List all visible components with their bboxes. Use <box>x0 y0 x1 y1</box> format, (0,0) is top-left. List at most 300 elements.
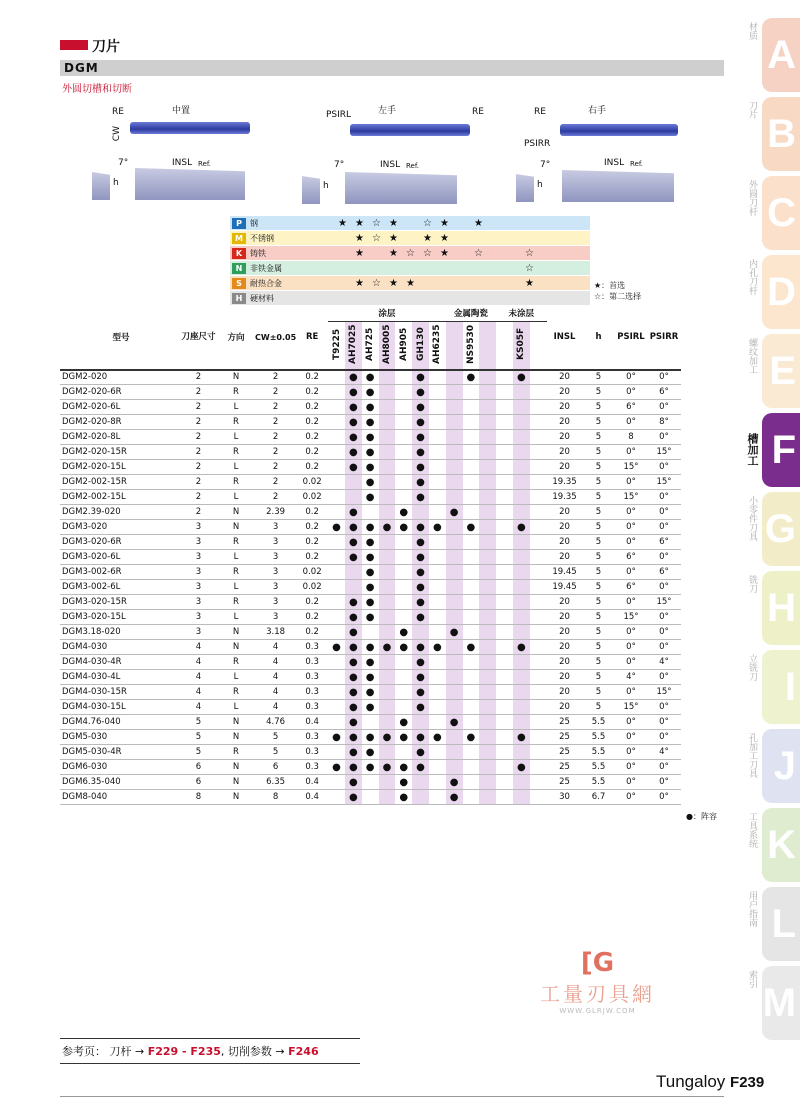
rating-star <box>385 263 402 274</box>
grade-availability <box>395 400 412 415</box>
cell-re: 0.2 <box>296 625 328 640</box>
grade-availability: ● <box>412 400 429 415</box>
cell-direction: R <box>217 685 255 700</box>
grade-availability <box>395 475 412 490</box>
grade-availability: ● <box>345 700 362 715</box>
tab-m[interactable] <box>747 966 800 1040</box>
tab-k[interactable] <box>747 808 800 882</box>
tab-c[interactable] <box>747 176 800 250</box>
cell-size: 4 <box>180 655 217 670</box>
grade-availability <box>429 715 446 730</box>
grade-availability <box>496 565 513 580</box>
grade-availability <box>479 505 496 520</box>
grade-name: AH6235 <box>432 323 443 364</box>
grade-availability: ● <box>395 520 412 535</box>
cell-insl: 25 <box>547 760 583 775</box>
grade-header <box>496 321 513 370</box>
grade-header <box>379 321 396 370</box>
cell-h: 5 <box>583 430 615 445</box>
cell-re: 0.02 <box>296 565 328 580</box>
grade-availability <box>379 655 396 670</box>
grade-availability <box>328 625 345 640</box>
tab-letter: M <box>762 980 796 1025</box>
cell-cw: 4 <box>255 685 296 700</box>
tab-label: 用户指南 <box>747 891 757 927</box>
grade-availability <box>328 580 345 595</box>
grade-availability: ● <box>362 640 379 655</box>
material-ratings <box>334 218 555 229</box>
grade-header <box>362 321 379 370</box>
grade-availability <box>446 685 463 700</box>
col-size: 刀座尺寸 <box>180 306 217 370</box>
grade-availability: ● <box>412 475 429 490</box>
grade-availability <box>513 385 530 400</box>
rating-star: ☆ <box>406 247 415 259</box>
cell-h: 5 <box>583 640 615 655</box>
cell-size: 5 <box>180 715 217 730</box>
grade-availability: ● <box>362 445 379 460</box>
grade-availability: ● <box>328 520 345 535</box>
grade-availability <box>513 430 530 445</box>
grade-availability <box>530 685 547 700</box>
cell-h: 5 <box>583 475 615 490</box>
insert-top-view <box>130 122 250 134</box>
grade-availability: ● <box>379 520 396 535</box>
material-code: H <box>232 293 246 304</box>
star-notes <box>594 280 641 302</box>
grade-availability <box>463 505 480 520</box>
tab-label: 立铣刀 <box>747 654 757 681</box>
material-name: 耐热合金 <box>250 278 282 288</box>
cell-re: 0.2 <box>296 385 328 400</box>
grade-availability: ● <box>412 490 429 505</box>
grade-availability: ● <box>345 370 362 385</box>
tab-d[interactable] <box>747 255 800 329</box>
grade-availability <box>446 640 463 655</box>
cell-re: 0.2 <box>296 595 328 610</box>
rating-star: ★ <box>338 217 347 229</box>
material-name: 铸铁 <box>250 248 266 258</box>
col-insl: INSL <box>547 306 583 370</box>
grade-availability <box>513 685 530 700</box>
insert-table <box>60 306 681 805</box>
grade-availability <box>530 790 547 805</box>
cell-h: 5 <box>583 610 615 625</box>
tab-label: 刀片 <box>747 101 757 119</box>
rating-star: ★ <box>406 277 415 289</box>
grade-availability: ● <box>345 610 362 625</box>
col-cw: CW±0.05 <box>255 306 296 370</box>
cell-cw: 3.18 <box>255 625 296 640</box>
cell-cw: 2 <box>255 430 296 445</box>
grade-availability: ● <box>362 760 379 775</box>
cell-size: 2 <box>180 430 217 445</box>
cell-re: 0.2 <box>296 430 328 445</box>
header-accent <box>60 40 88 50</box>
cell-direction: R <box>217 565 255 580</box>
cell-psirl: 0° <box>615 790 648 805</box>
cell-cw: 3 <box>255 580 296 595</box>
cell-psirl: 0° <box>615 745 648 760</box>
tab-label: 外圆刀杆 <box>747 180 757 216</box>
tab-b[interactable] <box>747 97 800 171</box>
cell-psirr: 15° <box>648 445 681 460</box>
grade-availability: ● <box>412 445 429 460</box>
rating-star: ☆ <box>525 262 534 274</box>
tab-a[interactable] <box>747 18 800 92</box>
cell-psirr: 15° <box>648 685 681 700</box>
grade-name: AH7025 <box>348 323 359 364</box>
label-h-left: h <box>323 181 329 191</box>
grade-availability <box>328 685 345 700</box>
cell-re: 0.2 <box>296 535 328 550</box>
grade-availability <box>395 745 412 760</box>
grade-availability <box>328 775 345 790</box>
rating-star <box>402 233 419 244</box>
ref-link-holders[interactable]: F229 - F235 <box>147 1045 221 1058</box>
label-re-left: RE <box>472 107 484 117</box>
cell-h: 5 <box>583 415 615 430</box>
rating-star <box>402 263 419 274</box>
grade-availability <box>479 430 496 445</box>
cell-psirl: 0° <box>615 760 648 775</box>
grade-availability: ● <box>412 430 429 445</box>
grade-availability <box>362 775 379 790</box>
grade-availability: ● <box>446 775 463 790</box>
cell-insl: 20 <box>547 640 583 655</box>
cell-psirr: 0° <box>648 505 681 520</box>
cell-model: DGM2-002-15L <box>60 490 180 505</box>
label-center: 中置 <box>172 106 191 116</box>
cell-psirl: 0° <box>615 625 648 640</box>
tab-letter: G <box>764 506 796 551</box>
grade-availability <box>463 715 480 730</box>
cell-size: 2 <box>180 475 217 490</box>
cell-size: 2 <box>180 385 217 400</box>
cell-cw: 4 <box>255 640 296 655</box>
grade-availability <box>513 475 530 490</box>
grade-availability <box>429 760 446 775</box>
insert-top-view-left <box>350 124 470 136</box>
cell-model: DGM3-002-6L <box>60 580 180 595</box>
tab-e[interactable] <box>747 334 800 408</box>
grade-availability <box>446 610 463 625</box>
grade-availability <box>479 730 496 745</box>
rating-star <box>334 248 351 259</box>
grade-availability <box>379 385 396 400</box>
table-row <box>60 745 681 760</box>
cell-psirr: 0° <box>648 460 681 475</box>
grade-availability <box>429 430 446 445</box>
cell-cw: 4 <box>255 700 296 715</box>
cell-cw: 2 <box>255 385 296 400</box>
grade-availability <box>530 370 547 385</box>
grade-availability <box>530 460 547 475</box>
cell-size: 4 <box>180 640 217 655</box>
grade-availability <box>412 505 429 520</box>
cell-direction: R <box>217 385 255 400</box>
material-code: S <box>232 278 246 289</box>
cell-model: DGM8-040 <box>60 790 180 805</box>
grade-availability <box>446 580 463 595</box>
tab-letter: I <box>784 664 796 709</box>
grade-availability <box>479 460 496 475</box>
grade-availability <box>496 520 513 535</box>
grade-availability: ● <box>395 760 412 775</box>
rating-star <box>334 278 351 289</box>
grade-availability: ● <box>429 520 446 535</box>
rating-star: ★ <box>355 247 364 259</box>
table-row <box>60 775 681 790</box>
cell-insl: 25 <box>547 730 583 745</box>
watermark-logo: [G <box>580 948 615 978</box>
grade-availability <box>379 580 396 595</box>
cell-model: DGM5-030 <box>60 730 180 745</box>
cell-direction: L <box>217 610 255 625</box>
grade-availability: ● <box>362 610 379 625</box>
cell-insl: 25 <box>547 715 583 730</box>
cell-psirr: 0° <box>648 775 681 790</box>
subtitle: 外圆切槽和切断 <box>62 84 132 95</box>
rating-star: ★ <box>355 232 364 244</box>
footer-rule <box>60 1096 724 1097</box>
grade-availability: ● <box>362 580 379 595</box>
cell-direction: R <box>217 595 255 610</box>
cell-insl: 20 <box>547 610 583 625</box>
grade-availability <box>412 625 429 640</box>
cell-h: 5 <box>583 580 615 595</box>
grade-header <box>530 321 547 370</box>
col-h: h <box>583 306 615 370</box>
table-row <box>60 400 681 415</box>
grade-availability: ● <box>328 730 345 745</box>
table-row <box>60 700 681 715</box>
cell-psirl: 0° <box>615 640 648 655</box>
cell-size: 3 <box>180 520 217 535</box>
cell-direction: L <box>217 490 255 505</box>
grade-availability <box>530 400 547 415</box>
table-row <box>60 610 681 625</box>
tab-l[interactable] <box>747 887 800 961</box>
grade-availability <box>496 640 513 655</box>
label-re: RE <box>112 107 124 117</box>
tab-letter: E <box>769 348 796 393</box>
grade-availability: ● <box>345 640 362 655</box>
cell-re: 0.4 <box>296 775 328 790</box>
rating-star <box>521 218 538 229</box>
grade-availability <box>530 610 547 625</box>
tab-h[interactable] <box>747 571 800 645</box>
cell-size: 3 <box>180 550 217 565</box>
tab-label: 工具系统 <box>747 812 757 848</box>
tab-letter: D <box>767 269 796 314</box>
grade-header <box>513 321 530 370</box>
cell-h: 5 <box>583 625 615 640</box>
cell-psirl: 0° <box>615 370 648 385</box>
grade-availability <box>429 565 446 580</box>
brand-name: Tungaloy <box>656 1072 726 1091</box>
grade-availability: ● <box>463 520 480 535</box>
grade-availability <box>479 490 496 505</box>
cell-direction: R <box>217 655 255 670</box>
grade-availability: ● <box>513 520 530 535</box>
rating-star <box>334 233 351 244</box>
grade-availability <box>429 745 446 760</box>
cell-direction: N <box>217 775 255 790</box>
table-row <box>60 460 681 475</box>
cell-psirl: 0° <box>615 535 648 550</box>
compat-note: ●：阵容 <box>686 812 717 821</box>
grade-availability <box>429 550 446 565</box>
grade-header <box>463 321 480 370</box>
grade-availability <box>530 625 547 640</box>
material-legend <box>230 216 590 306</box>
label-insl-left: INSL <box>380 160 401 170</box>
grade-header <box>345 321 362 370</box>
rating-star: ★ <box>423 232 432 244</box>
rating-star <box>436 263 453 274</box>
cell-re: 0.2 <box>296 370 328 385</box>
group-coated: 涂层 <box>328 306 446 321</box>
grade-availability: ● <box>345 415 362 430</box>
grade-availability <box>479 415 496 430</box>
cell-model: DGM4-030-4R <box>60 655 180 670</box>
grade-availability: ● <box>395 730 412 745</box>
grade-availability <box>395 460 412 475</box>
cell-psirr: 4° <box>648 745 681 760</box>
material-row <box>230 276 590 291</box>
ref-label: 参考页： 刀杆 → <box>62 1045 145 1058</box>
grade-availability: ● <box>412 520 429 535</box>
grade-availability <box>479 625 496 640</box>
cell-model: DGM3-002-6R <box>60 565 180 580</box>
cell-re: 0.3 <box>296 730 328 745</box>
cell-re: 0.02 <box>296 580 328 595</box>
grade-availability: ● <box>362 655 379 670</box>
grade-availability <box>530 595 547 610</box>
watermark-text: 工量刃具網 <box>540 982 655 1006</box>
cell-cw: 6.35 <box>255 775 296 790</box>
tab-g[interactable] <box>747 492 800 566</box>
tab-label: 索引 <box>747 970 757 988</box>
table-row <box>60 790 681 805</box>
grade-availability <box>446 460 463 475</box>
cell-model: DGM4.76-040 <box>60 715 180 730</box>
grade-availability <box>513 595 530 610</box>
cell-direction: L <box>217 430 255 445</box>
grade-availability: ● <box>513 730 530 745</box>
cell-insl: 20 <box>547 625 583 640</box>
grade-name: KS05F <box>516 327 527 360</box>
grade-availability: ● <box>362 700 379 715</box>
table-row <box>60 595 681 610</box>
grade-availability <box>513 550 530 565</box>
insert-end-view-left <box>302 176 320 204</box>
grade-availability: ● <box>395 505 412 520</box>
grade-availability: ● <box>412 595 429 610</box>
cell-cw: 2 <box>255 475 296 490</box>
rating-star <box>538 218 555 229</box>
grade-availability <box>395 610 412 625</box>
label-insl: INSL <box>172 158 193 168</box>
cell-size: 2 <box>180 400 217 415</box>
tab-letter: C <box>767 190 796 235</box>
ref-link-cutting[interactable]: F246 <box>288 1045 319 1058</box>
cell-model: DGM4-030-15R <box>60 685 180 700</box>
cell-model: DGM3-020-6L <box>60 550 180 565</box>
material-ratings <box>334 278 555 289</box>
cell-h: 5 <box>583 670 615 685</box>
cell-psirr: 0° <box>648 580 681 595</box>
grade-availability <box>395 685 412 700</box>
cell-h: 5 <box>583 460 615 475</box>
label-psirr: PSIRR <box>524 139 551 149</box>
grade-availability: ● <box>362 520 379 535</box>
grade-availability: ● <box>345 460 362 475</box>
grade-availability: ● <box>412 730 429 745</box>
grade-name: GH130 <box>415 326 426 361</box>
tab-i[interactable] <box>747 650 800 724</box>
cell-size: 2 <box>180 370 217 385</box>
tab-letter: H <box>767 585 796 630</box>
cell-size: 3 <box>180 580 217 595</box>
cell-psirr: 15° <box>648 475 681 490</box>
cell-h: 5 <box>583 505 615 520</box>
cell-direction: R <box>217 535 255 550</box>
rating-star <box>487 218 504 229</box>
grade-availability <box>395 565 412 580</box>
insert-side-view <box>135 168 245 200</box>
grade-availability <box>513 790 530 805</box>
cell-size: 4 <box>180 685 217 700</box>
rating-star <box>538 248 555 259</box>
cell-psirr: 8° <box>648 415 681 430</box>
grade-availability <box>513 460 530 475</box>
tab-f[interactable] <box>746 413 800 487</box>
rating-star <box>504 263 521 274</box>
grade-availability <box>513 715 530 730</box>
grade-availability <box>530 775 547 790</box>
cell-h: 5 <box>583 400 615 415</box>
grade-availability: ● <box>345 550 362 565</box>
grade-availability <box>463 760 480 775</box>
cell-size: 8 <box>180 790 217 805</box>
grade-availability <box>328 745 345 760</box>
cell-re: 0.3 <box>296 640 328 655</box>
rating-star <box>504 248 521 259</box>
tab-letter: L <box>771 901 796 946</box>
cell-cw: 2 <box>255 445 296 460</box>
rating-star <box>453 233 470 244</box>
tab-j[interactable] <box>747 729 800 803</box>
label-psirl: PSIRL <box>326 110 352 120</box>
grade-availability <box>446 400 463 415</box>
grade-availability <box>379 535 396 550</box>
grade-availability <box>379 550 396 565</box>
material-code: M <box>232 233 246 244</box>
cell-psirr: 0° <box>648 490 681 505</box>
grade-availability <box>429 580 446 595</box>
cell-cw: 3 <box>255 550 296 565</box>
grade-availability <box>379 700 396 715</box>
grade-availability: ● <box>345 520 362 535</box>
grade-availability: ● <box>345 430 362 445</box>
grade-availability <box>429 445 446 460</box>
cell-h: 5 <box>583 385 615 400</box>
rating-star <box>402 218 419 229</box>
grade-availability <box>496 490 513 505</box>
grade-availability: ● <box>463 640 480 655</box>
